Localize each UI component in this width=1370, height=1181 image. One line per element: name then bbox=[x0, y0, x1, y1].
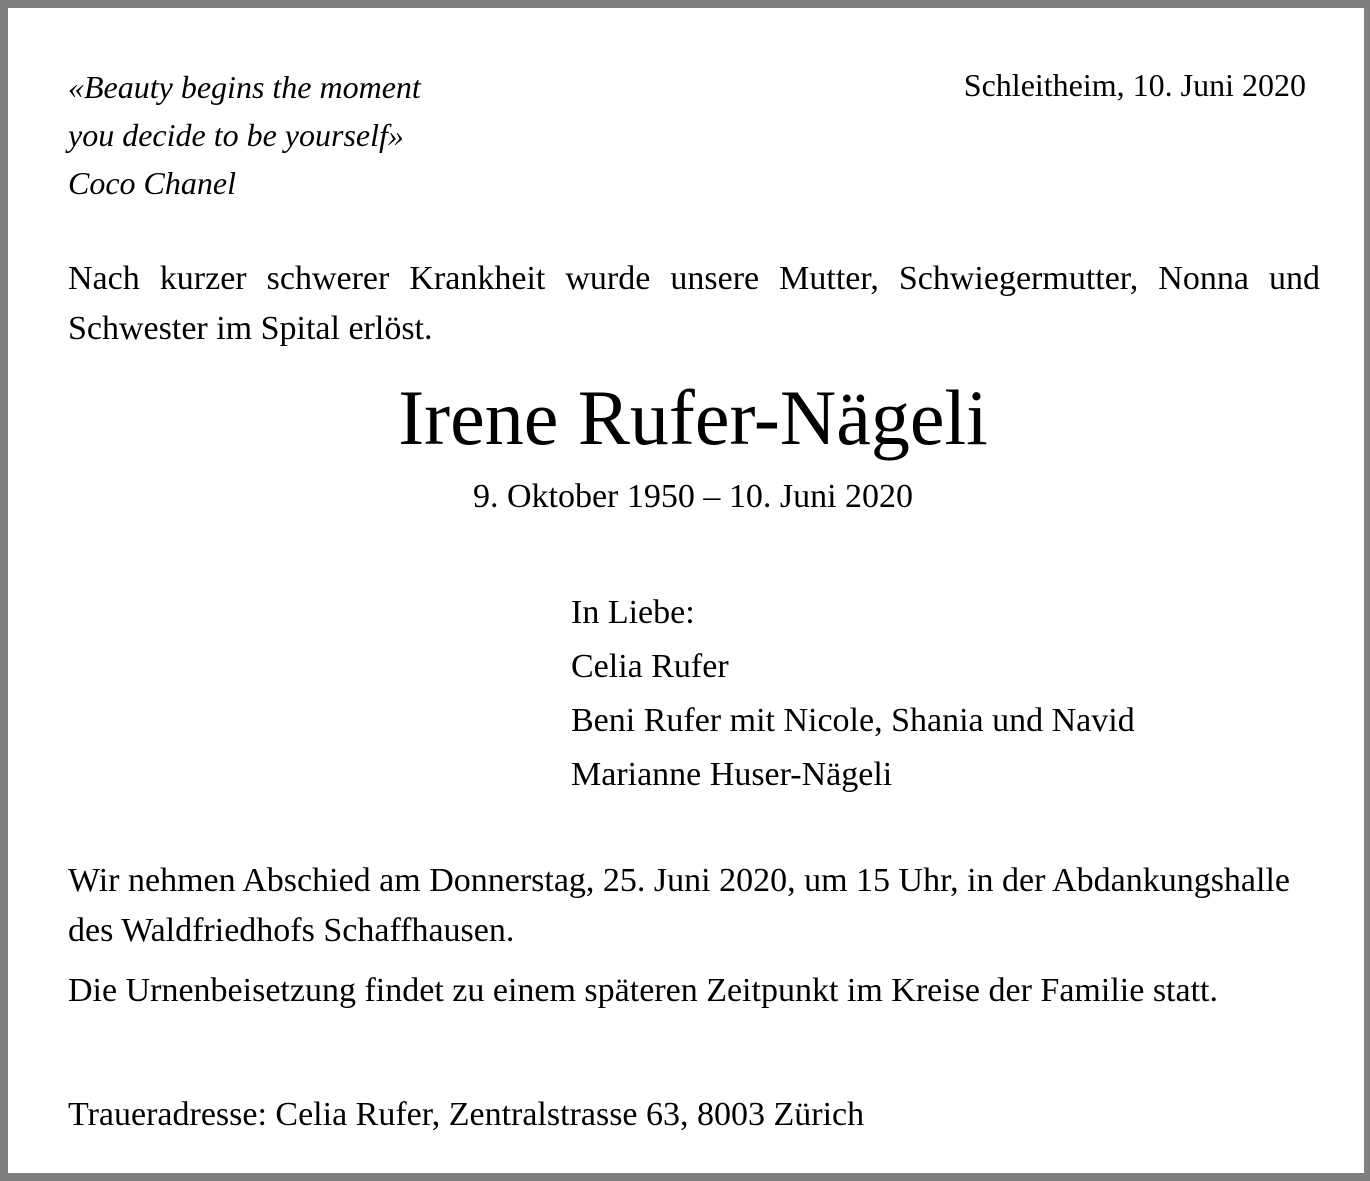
quote-line-1: «Beauty begins the moment bbox=[68, 69, 421, 105]
intro-text: Nach kurzer schwerer Krankheit wurde unsere Mutter, Schwiegermutter, Nonna und Schwester im Spital erlöst. bbox=[68, 260, 1320, 347]
farewell-service-text: Wir nehmen Abschied am Donnerstag, 25. Juni 2020, um 15 Uhr, in der Abdankungshalle des Waldfriedhofs Schaffhausen. bbox=[68, 862, 1291, 949]
deceased-name: Irene Rufer-Nägeli bbox=[398, 374, 988, 461]
mourners-heading: In Liebe: bbox=[571, 594, 695, 631]
mourning-address: Traueradresse: Celia Rufer, Zentralstrasse 63, 8003 Zürich bbox=[68, 1096, 865, 1133]
life-dates: 9. Oktober 1950 – 10. Juni 2020 bbox=[472, 478, 914, 515]
epigraph-quote bbox=[68, 63, 588, 207]
mourner-name: Celia Rufer bbox=[571, 648, 729, 685]
quote-author: Coco Chanel bbox=[68, 165, 236, 201]
quote-line-2: you decide to be yourself» bbox=[68, 117, 404, 153]
place-and-date: Schleitheim, 10. Juni 2020 bbox=[963, 67, 1306, 103]
mourners-list bbox=[571, 586, 1331, 802]
urn-burial-text: Die Urnenbeisetzung findet zu einem späteren Zeitpunkt im Kreise der Familie statt. bbox=[68, 972, 1218, 1009]
mourner-name: Beni Rufer mit Nicole, Shania und Navid bbox=[571, 702, 1135, 739]
mourner-name: Marianne Huser-Nägeli bbox=[571, 756, 893, 793]
